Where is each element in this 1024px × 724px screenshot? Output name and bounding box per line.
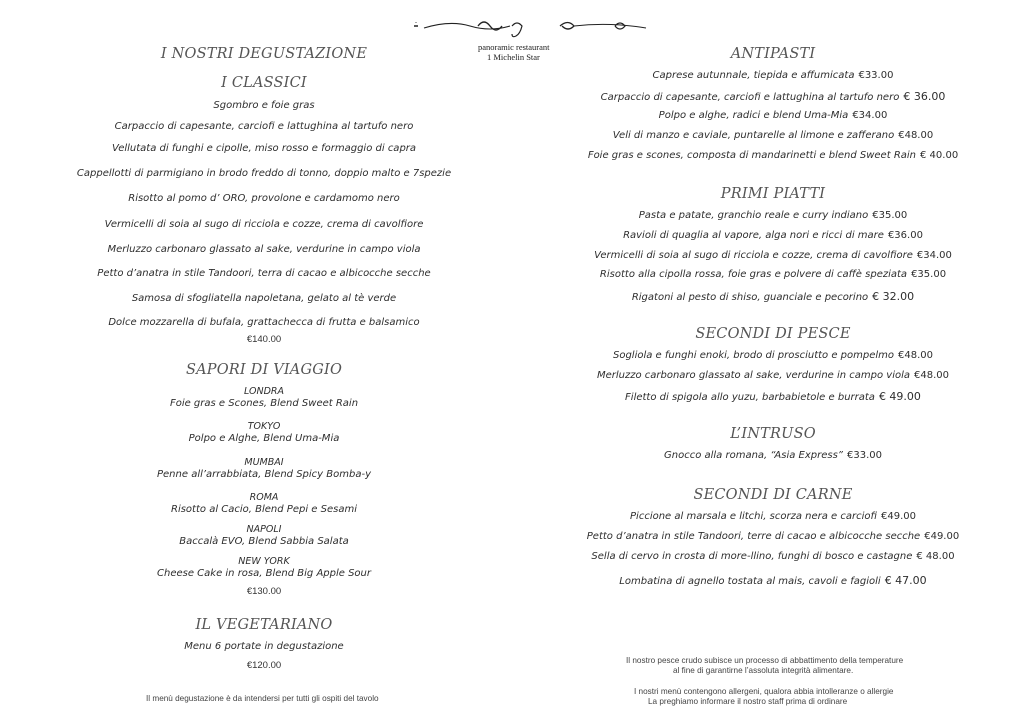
dish-price: €49.00 (880, 511, 916, 522)
dish-price: €48.00 (898, 350, 934, 361)
list-item (578, 290, 968, 303)
dish-price: €33.00 (858, 70, 894, 81)
classici-title: I CLASSICI (221, 75, 307, 91)
list-item (578, 269, 968, 280)
list-item (578, 110, 968, 121)
dish-price: €35.00 (911, 269, 947, 280)
list-item: Penne all’arrabbiata, Blend Spicy Bomba-y (157, 469, 371, 480)
list-item (578, 370, 968, 381)
list-item (578, 450, 968, 461)
dish-name: Petto d’anatra in stile Tandoori, terre di cacao e albicocche secche (586, 531, 921, 542)
city-label: NEW YORK (238, 556, 290, 567)
logo-michelin: 1 Michelin Star (487, 52, 540, 62)
list-item: Vermicelli di soia al sugo di ricciola e cozze, crema di cavolfiore (104, 219, 424, 230)
list-item: Cheese Cake in rosa, Blend Big Apple Sour (157, 568, 371, 579)
dish-price: € 48.00 (916, 551, 955, 562)
viaggio-price: €130.00 (246, 586, 282, 597)
imago-wordmark-logo (410, 12, 650, 42)
city-label: MUMBAI (244, 457, 284, 468)
dish-name: Vermicelli di soia al sugo di ricciola e cozze, crema di cavolfiore (594, 250, 913, 261)
dish-price: €34.00 (852, 110, 888, 121)
dish-name: Carpaccio di capesante, carciofi e lattughina al tartufo nero (600, 92, 900, 103)
dish-name: Gnocco alla romana, “Asia Express” (664, 450, 843, 461)
list-item (578, 250, 968, 261)
dish-price: €34.00 (916, 250, 952, 261)
dish-name: Sogliola e funghi enoki, brodo di prosciutto e pompelmo (612, 350, 895, 361)
city-label: TOKYO (247, 421, 281, 432)
logo-subtitle: panoramic restaurant (478, 42, 550, 52)
city-label: NAPOLI (246, 524, 282, 535)
dish-name: Rigatoni al pesto di shiso, guanciale e pecorino (631, 292, 869, 303)
list-item: Carpaccio di capesante, carciofi e lattughina al tartufo nero (114, 121, 414, 132)
vegetariano-title: IL VEGETARIANO (195, 617, 333, 633)
list-item: Petto d’anatra in stile Tandoori, terra di cacao e albicocche secche (97, 268, 431, 279)
raw-fish-note: al fine di garantirne l’assoluta integrità alimentare. (673, 666, 854, 675)
raw-fish-note: Il nostro pesce crudo subisce un processo di abbattimento della temperature (626, 656, 904, 665)
list-item: Cappellotti di parmigiano in brodo freddo di tonno, doppio malto e 7spezie (76, 168, 452, 179)
list-item (578, 531, 968, 542)
viaggio-title: SAPORI DI VIAGGIO (185, 362, 343, 378)
list-item (578, 210, 968, 221)
dish-name: Foie gras e scones, composta di mandarinetti e blend Sweet Rain (587, 150, 917, 161)
dish-name: Veli di manzo e caviale, puntarelle al limone e zafferano (612, 130, 895, 141)
list-item: Samosa di sfogliatella napoletana, gelato al tè verde (131, 293, 397, 304)
dish-price: € 40.00 (920, 150, 959, 161)
intruso-title: L’INTRUSO (730, 426, 816, 442)
dish-price: € 47.00 (884, 574, 927, 587)
dish-name: Caprese autunnale, tiepida e affumicata (652, 70, 855, 81)
list-item (578, 574, 968, 587)
dish-name: Filetto di spigola allo yuzu, barbabietole e burrata (625, 392, 875, 403)
city-label: LONDRA (244, 386, 284, 397)
dish-name: Merluzzo carbonaro glassato al sake, verdurine in campo viola (596, 370, 911, 381)
list-item (578, 90, 968, 103)
dish-name: Ravioli di quaglia al vapore, alga nori e ricci di mare (623, 230, 884, 241)
dish-price: € 49.00 (878, 390, 921, 403)
list-item: Polpo e Alghe, Blend Uma-Mia (188, 433, 340, 444)
allergen-note: La preghiamo informare il nostro staff prima di ordinare (648, 697, 848, 706)
list-item: Dolce mozzarella di bufala, grattachecca di frutta e balsamico (108, 317, 420, 328)
primi-title: PRIMI PIATTI (720, 186, 826, 202)
dish-price: €49.00 (924, 531, 960, 542)
list-item (578, 511, 968, 522)
dish-name: Lombatina di agnello tostata al mais, cavoli e fagioli (619, 576, 881, 587)
list-item (578, 150, 968, 161)
city-label: ROMA (249, 492, 279, 503)
vegetariano-price: €120.00 (246, 660, 282, 671)
dish-price: €36.00 (887, 230, 923, 241)
list-item (578, 390, 968, 403)
list-item: Foie gras e Scones, Blend Sweet Rain (169, 398, 359, 409)
list-item: Menu 6 portate in degustazione (184, 641, 344, 652)
list-item: Merluzzo carbonaro glassato al sake, verdurine in campo viola (107, 244, 421, 255)
antipasti-title: ANTIPASTI (730, 46, 816, 62)
dish-price: €48.00 (914, 370, 950, 381)
dish-price: €33.00 (847, 450, 882, 461)
list-item (578, 551, 968, 562)
tasting-footnote: Il menù degustazione è da intendersi per tutti gli ospiti del tavolo (146, 694, 379, 703)
list-item: Vellutata di funghi e cipolle, miso rosso e formaggio di capra (111, 143, 417, 154)
pesce-title: SECONDI DI PESCE (695, 326, 851, 342)
dish-name: Polpo e alghe, radici e blend Uma-Mia (658, 110, 849, 121)
dish-price: € 32.00 (872, 290, 915, 303)
list-item (578, 70, 968, 81)
classici-price: €140.00 (246, 334, 282, 345)
list-item (578, 230, 968, 241)
dish-price: € 36.00 (903, 90, 946, 103)
carne-title: SECONDI DI CARNE (693, 487, 853, 503)
dish-name: Piccione al marsala e litchi, scorza nera e carciofi (630, 511, 877, 522)
list-item: Baccalà EVO, Blend Sabbia Salata (179, 536, 349, 547)
dish-name: Sella di cervo in crosta di more-llino, funghi di bosco e castagne (591, 551, 913, 562)
dish-price: €35.00 (872, 210, 908, 221)
allergen-note: I nostri menù contengono allergeni, qualora abbia intolleranze o allergie (634, 687, 894, 696)
dish-name: Pasta e patate, granchio reale e curry indiano (638, 210, 869, 221)
list-item: Sgombro e foie gras (213, 100, 315, 111)
list-item (578, 350, 968, 361)
list-item: Risotto al Cacio, Blend Pepi e Sesami (171, 504, 357, 515)
tasting-title: I NOSTRI DEGUSTAZIONE (160, 46, 368, 62)
dish-name: Risotto alla cipolla rossa, foie gras e polvere di caffè speziata (599, 269, 908, 280)
list-item: Risotto al pomo d’ ORO, provolone e cardamomo nero (128, 193, 400, 204)
list-item (578, 130, 968, 141)
dish-price: €48.00 (898, 130, 934, 141)
